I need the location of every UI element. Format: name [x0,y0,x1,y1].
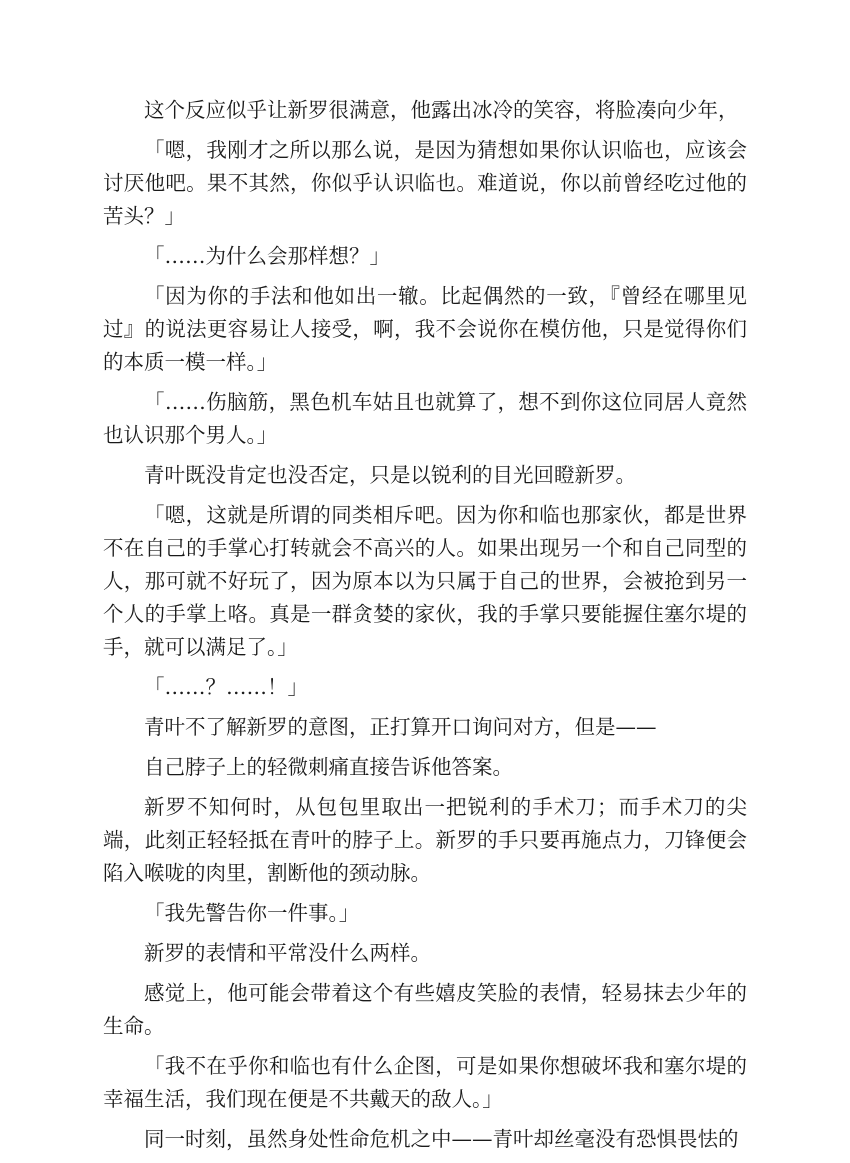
paragraph: 新罗不知何时，从包包里取出一把锐利的手术刀；而手术刀的尖端，此刻正轻轻抵在青叶的脖子上。新罗的手只要再施点力，刀锋便会陷入喉咙的肉里，割断他的颈动脉。 [103,795,747,885]
paragraph: 青叶不了解新罗的意图，正打算开口询问对方，但是—— [144,715,657,739]
paragraph: 自己脖子上的轻微刺痛直接告诉他答案。 [144,755,513,779]
paragraph: 「我先警告你一件事。」 [144,901,360,925]
paragraph: 「嗯，这就是所谓的同类相斥吧。因为你和临也那家伙，都是世界不在自己的手掌心打转就会不高兴的人。如果出现另一个和自己同型的人，那可就不好玩了，因为原本以为只属于自己的世界，会被抢到另一个人的手掌上咯。真是一群贪婪的家伙，我的手掌只要能握住塞尔堤的手，就可以满足了。」 [103,503,747,659]
paragraph: 「我不在乎你和临也有什么企图，可是如果你想破坏我和塞尔堤的幸福生活，我们现在便是不共戴天的敌人。」 [103,1054,747,1111]
paragraph: 青叶既没肯定也没否定，只是以锐利的目光回瞪新罗。 [144,463,636,487]
paragraph: 新罗的表情和平常没什么两样。 [144,941,431,965]
paragraph: 「……伤脑筋，黑色机车姑且也就算了，想不到你这位同居人竟然也认识那个男人。」 [103,390,747,447]
document-page [103,94,747,1163]
paragraph: 「嗯，我刚才之所以那么说，是因为猜想如果你认识临也，应该会讨厌他吧。果不其然，你似乎认识临也。难道说，你以前曾经吃过他的苦头？」 [103,138,747,228]
paragraph: 这个反应似乎让新罗很满意，他露出冰冷的笑容，将脸凑向少年， [144,98,739,122]
paragraph: 感觉上，他可能会带着这个有些嬉皮笑脸的表情，轻易抹去少年的生命。 [103,981,747,1038]
paragraph: 「因为你的手法和他如出一辙。比起偶然的一致，『曾经在哪里见过』的说法更容易让人接受，啊，我不会说你在模仿他，只是觉得你们的本质一模一样。」 [103,284,747,374]
paragraph: 「……为什么会那样想？」 [144,244,390,268]
paragraph: 同一时刻，虽然身处性命危机之中——青叶却丝毫没有恐惧畏怯的 [144,1127,739,1151]
paragraph: 「……？……！」 [144,675,308,699]
